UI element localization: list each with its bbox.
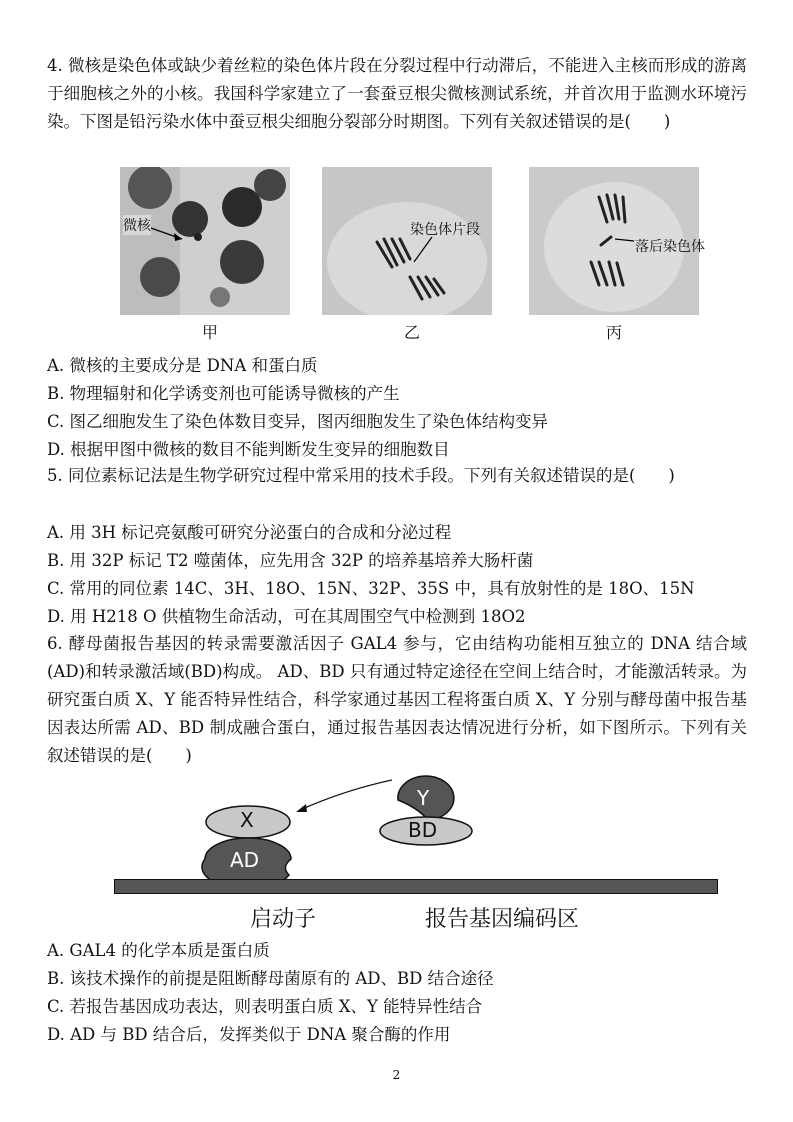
q6-option-d: D. AD 与 BD 结合后，发挥类似于 DNA 聚合酶的作用 [47,1025,451,1044]
q4-option-c: C. 图乙细胞发生了染色体数目变异，图丙细胞发生了染色体结构变异 [47,412,549,431]
q4-option-a: A. 微核的主要成分是 DNA 和蛋白质 [47,356,318,375]
caption-yi: 乙 [404,323,421,342]
page-number: 2 [392,1068,401,1082]
dna-strand [114,879,718,894]
q6-option-a: A. GAL4 的化学本质是蛋白质 [47,941,270,960]
bd-label: BD [408,818,438,842]
micronucleus-label: 微核 [123,215,151,235]
q5-option-a: A. 用 3H 标记亮氨酸可研究分泌蛋白的合成和分泌过程 [47,523,452,542]
q4-option-d: D. 根据甲图中微核的数目不能判断发生变异的细胞数目 [47,440,450,459]
q5-option-b: B. 用 32P 标记 T2 噬菌体，应先用含 32P 的培养基培养大肠杆菌 [47,551,534,570]
caption-bing: 丙 [606,323,623,342]
q5-option-c: C. 常用的同位素 14C、3H、18O、15N、32P、35S 中，具有放射性的是 18O、15N [47,579,695,598]
q6-option-b: B. 该技术操作的前提是阻断酵母菌原有的 AD、BD 结合途径 [47,969,494,988]
ad-label: AD [230,848,260,872]
coding-region-label: 报告基因编码区 [425,907,580,932]
x-label: X [240,808,254,832]
promoter-label: 启动子 [250,907,317,932]
q5-option-d: D. 用 H218 O 供植物生命活动，可在其周围空气中检测到 18O2 [47,607,526,626]
chromosome-fragment-label: 染色体片段 [410,222,480,238]
lagging-chromosome-label: 落后染色体 [635,239,705,255]
gal4-diagram [0,770,793,885]
q4-option-b: B. 物理辐射和化学诱变剂也可能诱导微核的产生 [47,384,400,403]
micrograph-yi [322,167,492,315]
q4-stem: 4. 微核是染色体或缺少着丝粒的染色体片段在分裂过程中行动滞后，不能进入主核而形成的游离于细胞核之外的小核。我国科学家建立了一套蚕豆根尖微核测试系统，并首次用于监测水环境污染。下图是铅污染水体中蚕豆根尖细胞分裂部分时期图。下列有关叙述错误的是( ) [47,56,747,131]
y-label: Y [417,786,430,810]
q6-stem: 6. 酵母菌报告基因的转录需要激活因子 GAL4 参与，它由结构功能相互独立的 DNA 结合域(AD)和转录激活域(BD)构成。 AD、BD 只有通过特定途径在空间上结合时，才能激活转录。为研究蛋白质 X、Y 能否特异性结合，科学家通过基因工程将蛋白质 X、Y 分别与酵母菌中报告基因表达所需 AD、BD 制成融合蛋白，通过报告基因表达情况进行分析，如下图所示。下列有关叙述错误的是( ) [47,634,747,765]
micrograph-jia [120,167,290,315]
q6-option-c: C. 若报告基因成功表达，则表明蛋白质 X、Y 能特异性结合 [47,997,483,1016]
caption-jia: 甲 [202,323,219,342]
q5-stem: 5. 同位素标记法是生物学研究过程中常采用的技术手段。下列有关叙述错误的是( ) [47,466,675,485]
